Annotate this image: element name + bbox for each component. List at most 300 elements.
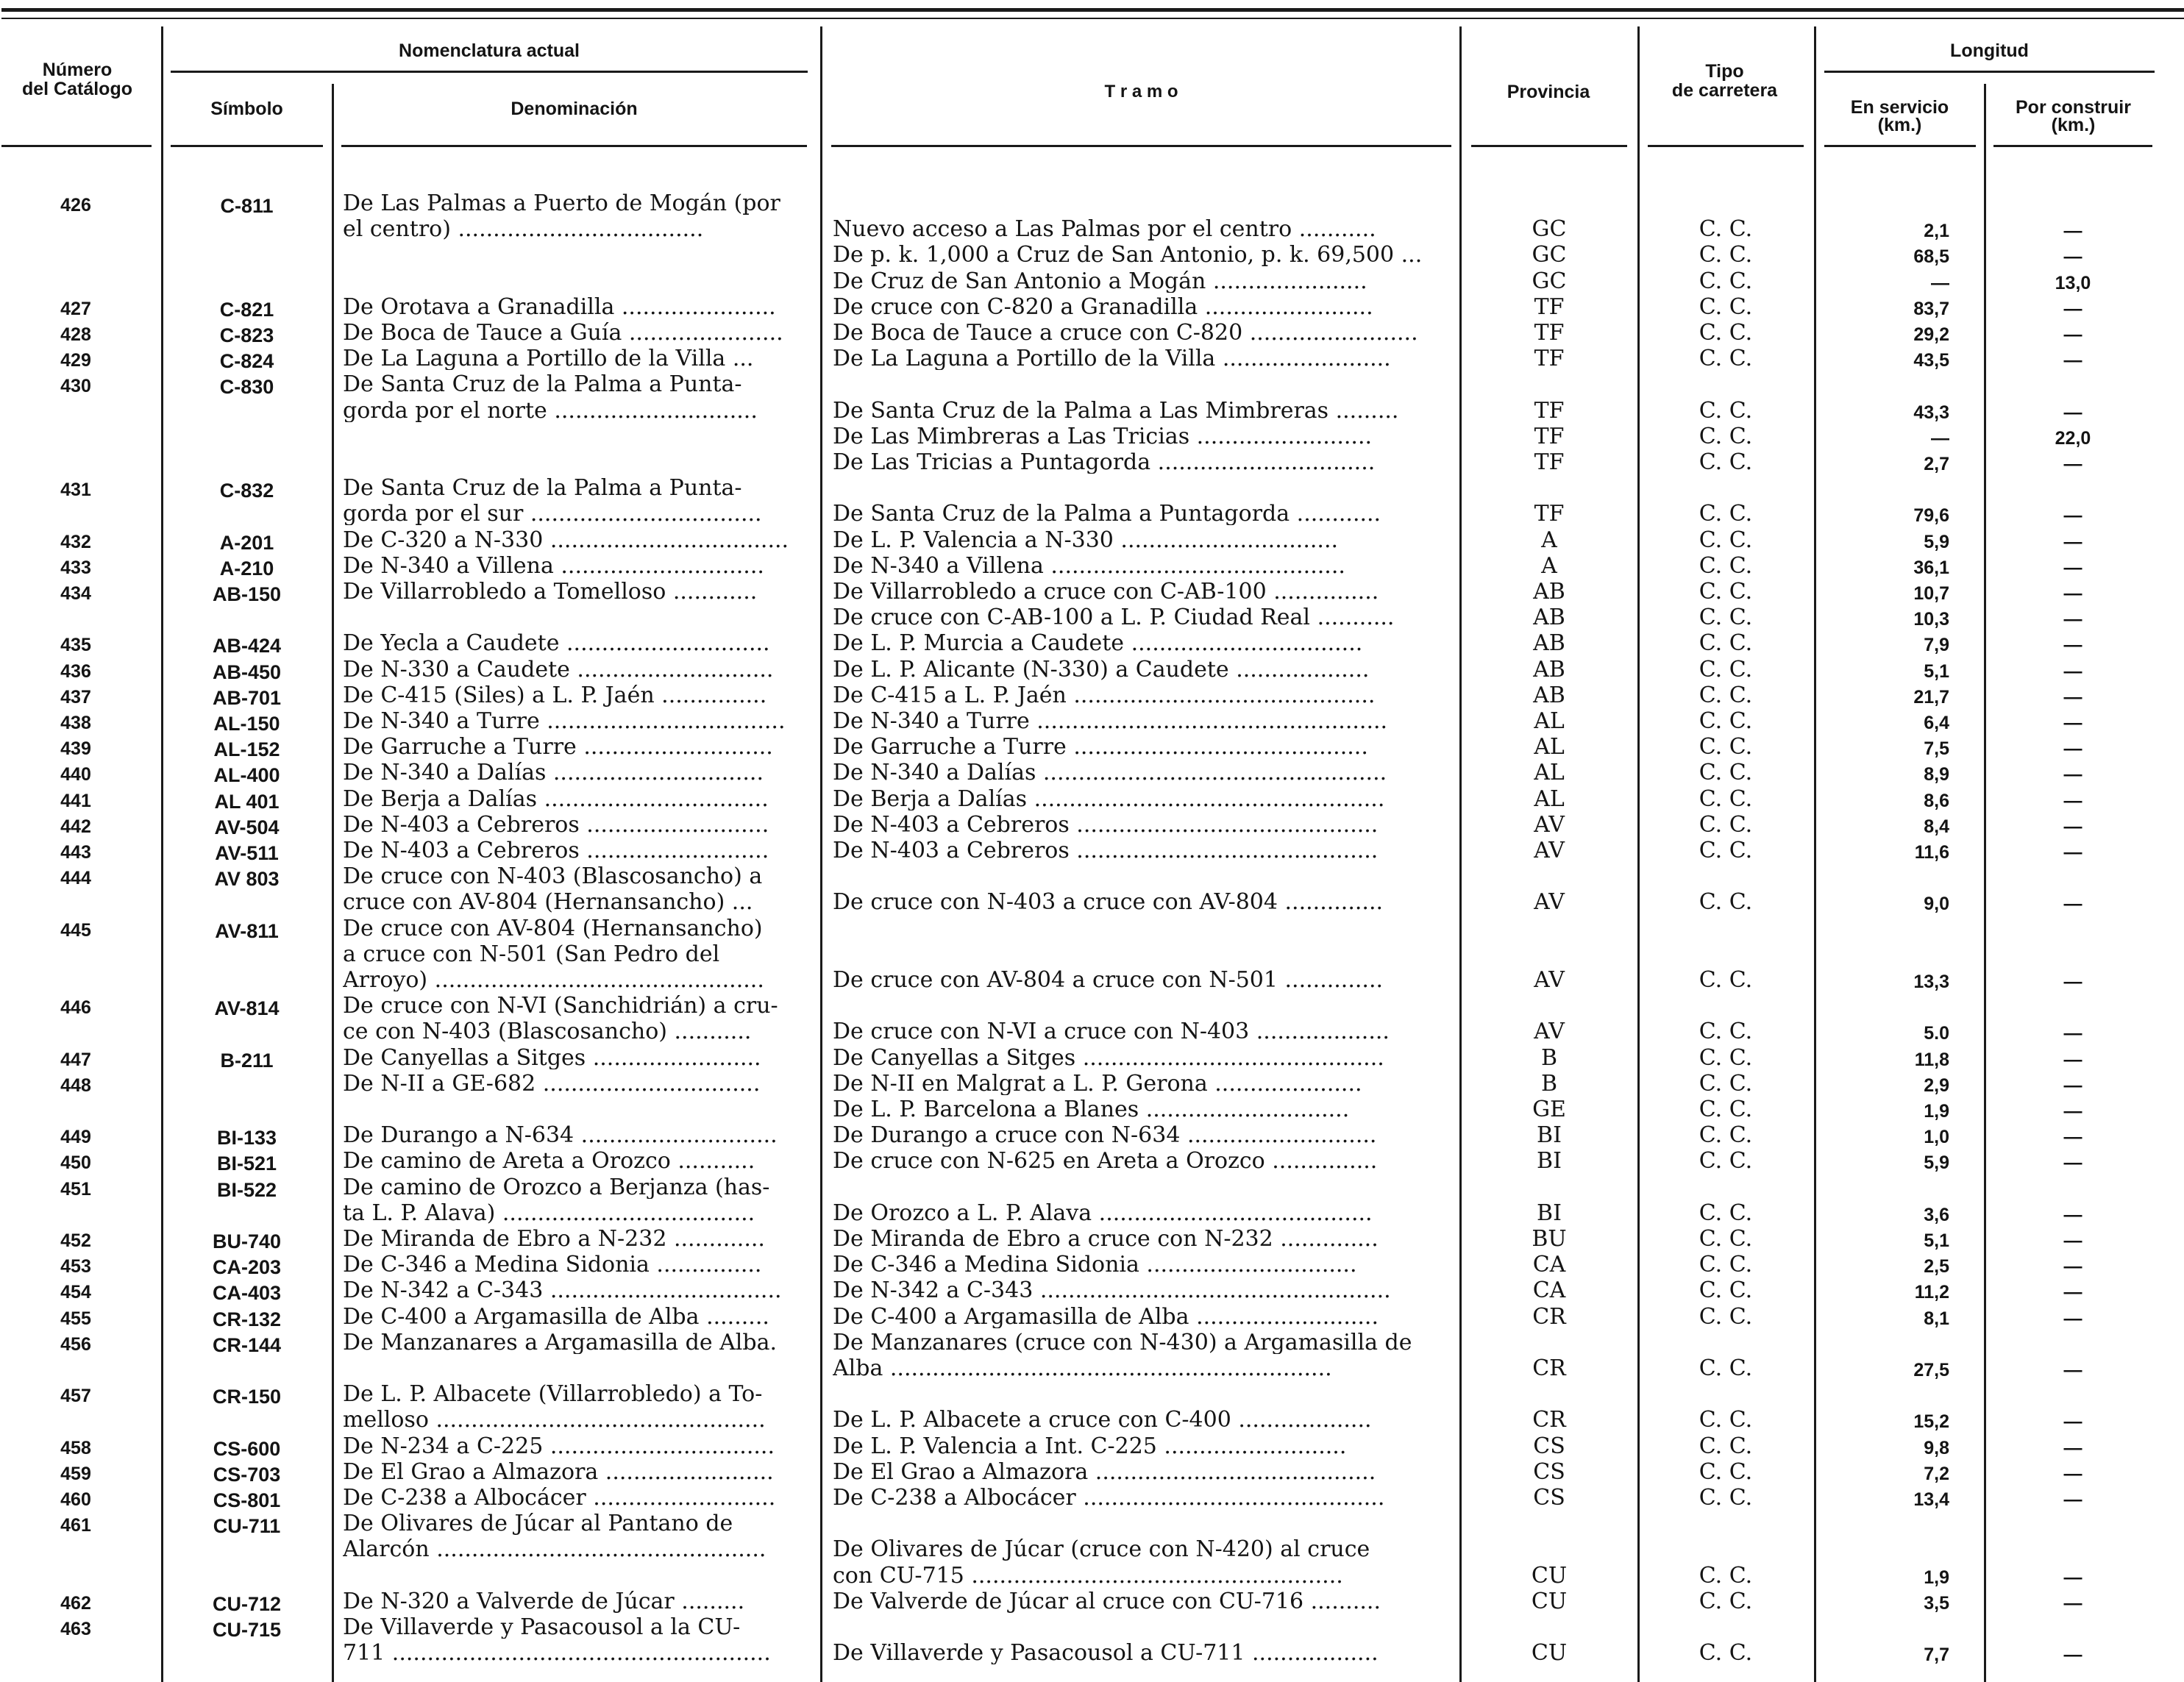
km-to-build: — — [2063, 222, 2082, 240]
road-type: C. C. — [1699, 581, 1753, 603]
province: AB — [1533, 659, 1565, 681]
catalog-number: 460 — [60, 1491, 91, 1509]
km-to-build: — — [2063, 766, 2082, 784]
km-to-build: — — [2063, 1258, 2082, 1276]
km-to-build: — — [2063, 740, 2082, 758]
km-in-service: — — [1931, 274, 1949, 293]
catalog-number: 439 — [60, 740, 91, 758]
km-to-build: — — [2063, 1439, 2082, 1458]
province: CU — [1531, 1642, 1568, 1664]
road-denomination: melloso ............................................... — [343, 1409, 766, 1431]
km-in-service: 11,2 — [1914, 1283, 1949, 1302]
road-denomination: De Santa Cruz de la Palma a Punta- — [343, 477, 742, 499]
header-en-servicio: En servicio (km.) — [1850, 97, 1949, 135]
road-symbol: AV-811 — [215, 922, 279, 941]
province: TF — [1534, 452, 1565, 474]
road-type: C. C. — [1699, 555, 1753, 577]
province: AV — [1534, 891, 1565, 913]
province: AL — [1534, 736, 1565, 758]
road-denomination: gorda por el sur ................................. — [343, 503, 762, 525]
catalog-number: 438 — [60, 714, 91, 733]
road-denomination: Alarcón ............................................... — [343, 1539, 766, 1561]
km-to-build: — — [2063, 533, 2082, 552]
km-in-service: 10,3 — [1913, 610, 1949, 629]
road-section: De El Grao a Almazora ........................................ — [833, 1461, 1376, 1483]
km-in-service: 8,6 — [1924, 792, 1949, 810]
road-type: C. C. — [1699, 1202, 1753, 1225]
road-symbol: AL-152 — [213, 740, 280, 760]
road-type: C. C. — [1699, 1487, 1753, 1509]
road-section: De L. P. Alicante (N-330) a Caudete ................... — [833, 659, 1370, 681]
province: CA — [1532, 1254, 1566, 1276]
catalog-number: 451 — [60, 1180, 91, 1199]
km-to-build: — — [2063, 326, 2082, 344]
road-section: De Las Tricias a Puntagorda ............................... — [833, 452, 1376, 474]
province: TF — [1534, 426, 1565, 448]
road-symbol: CR-132 — [212, 1310, 282, 1330]
road-symbol: CU-712 — [212, 1594, 282, 1614]
road-denomination: De cruce con N-VI (Sanchidrián) a cru- — [343, 995, 778, 1017]
road-denomination: De Miranda de Ebro a N-232 ............. — [343, 1228, 765, 1250]
catalog-number: 426 — [60, 196, 91, 215]
km-to-build: — — [2063, 352, 2082, 370]
road-type: C. C. — [1699, 218, 1753, 240]
road-type: C. C. — [1699, 400, 1753, 422]
road-section: De Miranda de Ebro a cruce con N-232 .............. — [833, 1228, 1379, 1250]
road-type: C. C. — [1699, 296, 1753, 318]
km-in-service: 27,5 — [1913, 1361, 1949, 1380]
road-section: De N-340 a Dalías ................................................. — [833, 762, 1387, 784]
km-to-build: — — [2063, 1310, 2082, 1328]
col-divider — [332, 84, 334, 1682]
road-symbol: AL-150 — [213, 714, 280, 734]
province: BI — [1537, 1202, 1562, 1225]
header-bottom-rule — [1824, 145, 1976, 147]
road-denomination: De Villaverde y Pasacousol a la CU- — [343, 1617, 741, 1639]
road-section: Nuevo acceso a Las Palmas por el centro ........... — [833, 218, 1376, 240]
catalog-number: 437 — [60, 688, 91, 707]
catalog-number: 453 — [60, 1258, 91, 1276]
province: TF — [1534, 322, 1565, 344]
road-denomination: De El Grao a Almazora ........................ — [343, 1461, 774, 1483]
km-in-service: 1,0 — [1924, 1128, 1949, 1147]
catalog-number: 463 — [60, 1620, 91, 1639]
road-denomination: De Manzanares a Argamasilla de Alba. — [343, 1332, 778, 1354]
km-in-service: 2,7 — [1924, 455, 1949, 474]
road-symbol: CS-703 — [213, 1465, 281, 1485]
road-section: De C-238 a Albocácer ........................................... — [833, 1487, 1385, 1509]
road-type: C. C. — [1699, 1150, 1753, 1172]
catalog-number: 449 — [60, 1128, 91, 1147]
km-to-build: — — [2063, 895, 2082, 913]
province: AV — [1534, 814, 1565, 836]
road-symbol: CR-150 — [212, 1387, 282, 1407]
province: TF — [1534, 400, 1565, 422]
km-to-build: — — [2063, 1206, 2082, 1225]
header-bottom-rule — [831, 145, 1451, 147]
km-to-build: — — [2063, 1154, 2082, 1172]
road-symbol: AL-400 — [213, 766, 280, 785]
km-to-build: — — [2063, 248, 2082, 266]
header-provincia: Provincia — [1507, 82, 1590, 102]
km-in-service: 9,8 — [1924, 1439, 1949, 1458]
road-section: De C-415 a L. P. Jaén ........................................... — [833, 685, 1376, 707]
road-denomination: De C-415 (Siles) a L. P. Jaén ............... — [343, 685, 767, 707]
road-section: De Olivares de Júcar (cruce con N-420) al cruce — [833, 1539, 1370, 1561]
km-in-service: 5,1 — [1924, 663, 1949, 681]
km-to-build: — — [2063, 973, 2082, 991]
road-symbol: C-811 — [220, 196, 274, 216]
road-symbol: BI-133 — [216, 1128, 277, 1148]
catalog-number: 454 — [60, 1283, 91, 1302]
road-symbol: AV-511 — [215, 844, 279, 863]
header-nomenclatura: Nomenclatura actual — [399, 40, 580, 61]
km-in-service: 3,5 — [1924, 1594, 1949, 1613]
road-type: C. C. — [1699, 762, 1753, 784]
catalog-number: 459 — [60, 1465, 91, 1483]
road-symbol: AB-150 — [212, 585, 282, 605]
km-to-build: — — [2063, 1128, 2082, 1147]
road-section: De cruce con C-AB-100 a L. P. Ciudad Real ........... — [833, 607, 1395, 629]
catalog-number: 434 — [60, 585, 91, 603]
road-symbol: C-823 — [219, 326, 274, 346]
road-type: C. C. — [1699, 1565, 1753, 1587]
road-denomination: De Santa Cruz de la Palma a Punta- — [343, 374, 742, 396]
road-type: C. C. — [1699, 736, 1753, 758]
km-in-service: 13,3 — [1913, 973, 1949, 991]
km-in-service: 5,9 — [1924, 1154, 1949, 1172]
road-section: De L. P. Albacete a cruce con C-400 ................... — [833, 1409, 1372, 1431]
catalog-number: 457 — [60, 1387, 91, 1405]
km-to-build: — — [2063, 1594, 2082, 1613]
province: GC — [1532, 244, 1567, 266]
km-to-build: — — [2063, 1465, 2082, 1483]
km-to-build: — — [2063, 1024, 2082, 1043]
catalog-number: 455 — [60, 1310, 91, 1328]
km-to-build: — — [2063, 844, 2082, 862]
km-in-service: 5,9 — [1924, 533, 1949, 552]
road-denomination: De Berja a Dalías ................................ — [343, 788, 769, 810]
km-in-service: 9,0 — [1924, 895, 1949, 913]
road-symbol: AV-504 — [214, 818, 280, 838]
km-to-build: — — [2063, 1102, 2082, 1121]
road-symbol: AL 401 — [214, 792, 280, 812]
province: B — [1540, 1073, 1558, 1095]
km-in-service: 1,9 — [1924, 1102, 1949, 1121]
road-section: De Santa Cruz de la Palma a Las Mimbreras ......... — [833, 400, 1399, 422]
road-type: C. C. — [1699, 244, 1753, 266]
road-denomination: ta L. P. Alava) .................................... — [343, 1202, 755, 1225]
header-bottom-rule — [1471, 145, 1627, 147]
top-rule-thick — [1, 8, 2184, 12]
km-in-service: 11,6 — [1914, 844, 1949, 862]
road-section: De cruce con C-820 a Granadilla ........................ — [833, 296, 1373, 318]
province: AL — [1534, 788, 1565, 810]
road-section: De L. P. Barcelona a Blanes ............................. — [833, 1099, 1350, 1121]
km-in-service: 5.0 — [1924, 1024, 1949, 1043]
road-denomination: De Las Palmas a Puerto de Mogán (por — [343, 193, 780, 215]
road-type: C. C. — [1699, 969, 1753, 991]
km-to-build: — — [2063, 663, 2082, 681]
province: AV — [1534, 1021, 1565, 1043]
road-section: De Manzanares (cruce con N-430) a Argamasilla de — [833, 1332, 1412, 1354]
road-denomination: De Boca de Tauce a Guía ...................... — [343, 322, 783, 344]
road-type: C. C. — [1699, 348, 1753, 370]
road-denomination: De N-320 a Valverde de Júcar ......... — [343, 1591, 745, 1613]
catalog-number: 458 — [60, 1439, 91, 1458]
road-denomination: De Orotava a Granadilla ...................... — [343, 296, 776, 318]
km-in-service: 29,2 — [1913, 326, 1949, 344]
catalog-number: 445 — [60, 922, 91, 940]
km-in-service: 36,1 — [1913, 559, 1949, 577]
road-denomination: cruce con AV-804 (Hernansancho) ... — [343, 891, 753, 913]
road-denomination: De N-403 a Cebreros .......................... — [343, 814, 769, 836]
header-bottom-rule — [341, 145, 807, 147]
province: AV — [1534, 840, 1565, 862]
km-to-build: — — [2063, 1491, 2082, 1509]
top-rule-thin — [1, 18, 2184, 19]
km-in-service: 8,4 — [1924, 818, 1949, 836]
road-denomination: De La Laguna a Portillo de la Villa ... — [343, 348, 754, 370]
km-in-service: 8,9 — [1924, 766, 1949, 784]
catalog-number: 441 — [60, 792, 91, 810]
province: AB — [1533, 581, 1565, 603]
catalog-number: 433 — [60, 559, 91, 577]
road-denomination: De C-400 a Argamasilla de Alba ......... — [343, 1306, 769, 1328]
km-in-service: 13,4 — [1913, 1491, 1949, 1509]
col-divider — [161, 26, 163, 1682]
province: GC — [1532, 218, 1567, 240]
road-symbol: C-824 — [219, 352, 274, 371]
catalog-number: 430 — [60, 377, 91, 396]
road-type: C. C. — [1699, 1099, 1753, 1121]
road-symbol: A-201 — [219, 533, 274, 553]
province: BI — [1537, 1125, 1562, 1147]
province: CR — [1532, 1409, 1566, 1431]
road-denomination: De Villarrobledo a Tomelloso ............ — [343, 581, 758, 603]
road-type: C. C. — [1699, 1642, 1753, 1664]
road-type: C. C. — [1699, 1306, 1753, 1328]
km-in-service: — — [1931, 430, 1949, 448]
km-to-build: — — [2063, 585, 2082, 603]
province: CR — [1532, 1358, 1566, 1380]
road-denomination: De Canyellas a Sitges ........................ — [343, 1047, 761, 1069]
km-to-build: — — [2063, 1077, 2082, 1095]
road-denomination: De cruce con N-403 (Blascosancho) a — [343, 866, 763, 888]
road-denomination: gorda por el norte ............................. — [343, 400, 758, 422]
road-type: C. C. — [1699, 814, 1753, 836]
road-type: C. C. — [1699, 1358, 1753, 1380]
road-type: C. C. — [1699, 632, 1753, 655]
province: TF — [1534, 296, 1565, 318]
catalog-number: 428 — [60, 326, 91, 344]
province: BI — [1537, 1150, 1562, 1172]
road-section: De L. P. Valencia a Int. C-225 .......................... — [833, 1436, 1347, 1458]
road-section: De N-340 a Turre .................................................. — [833, 710, 1388, 733]
km-in-service: 1,9 — [1924, 1569, 1949, 1587]
road-section: De Canyellas a Sitges ........................................... — [833, 1047, 1384, 1069]
km-in-service: 3,6 — [1924, 1206, 1949, 1225]
road-type: C. C. — [1699, 322, 1753, 344]
km-to-build: — — [2063, 1569, 2082, 1587]
road-section: De Boca de Tauce a cruce con C-820 ........................ — [833, 322, 1418, 344]
road-type: C. C. — [1699, 607, 1753, 629]
province: GE — [1532, 1099, 1566, 1121]
road-denomination: De Olivares de Júcar al Pantano de — [343, 1513, 733, 1535]
province: AB — [1533, 607, 1565, 629]
road-denomination: De N-340 a Villena ............................. — [343, 555, 764, 577]
road-type: C. C. — [1699, 1228, 1753, 1250]
km-in-service: 7,5 — [1924, 740, 1949, 758]
province: CA — [1532, 1280, 1566, 1302]
catalog-number: 461 — [60, 1517, 91, 1535]
road-type: C. C. — [1699, 891, 1753, 913]
km-to-build: — — [2063, 1646, 2082, 1664]
province: CR — [1532, 1306, 1566, 1328]
km-in-service: 68,5 — [1913, 248, 1949, 266]
km-to-build: — — [2063, 818, 2082, 836]
catalog-number: 436 — [60, 663, 91, 681]
road-section: De cruce con N-625 en Areta a Orozco ............... — [833, 1150, 1378, 1172]
road-symbol: CA-403 — [212, 1283, 282, 1303]
road-symbol: AB-701 — [212, 688, 282, 708]
km-in-service: 2,5 — [1924, 1258, 1949, 1276]
km-in-service: 10,7 — [1913, 585, 1949, 603]
road-section: Alba ............................................................... — [833, 1358, 1332, 1380]
header-por-construir: Por construir (km.) — [2016, 97, 2131, 135]
road-symbol: AV 803 — [214, 869, 280, 889]
km-to-build: — — [2063, 610, 2082, 629]
province: AL — [1534, 762, 1565, 784]
province: A — [1541, 530, 1557, 552]
road-symbol: C-821 — [219, 300, 274, 320]
road-denomination: De Durango a N-634 ............................ — [343, 1125, 778, 1147]
road-denomination: De C-346 a Medina Sidonia ............... — [343, 1254, 762, 1276]
header-numero: Número del Catálogo — [21, 60, 132, 100]
road-section: De Durango a cruce con N-634 ........................... — [833, 1125, 1377, 1147]
road-type: C. C. — [1699, 426, 1753, 448]
road-type: C. C. — [1699, 1047, 1753, 1069]
road-denomination: De camino de Areta a Orozco ........... — [343, 1150, 755, 1172]
catalog-number: 446 — [60, 999, 91, 1017]
road-denomination: De Yecla a Caudete ............................. — [343, 632, 770, 655]
province: CU — [1531, 1565, 1568, 1587]
province: AV — [1534, 969, 1565, 991]
province: A — [1541, 555, 1557, 577]
road-denomination: a cruce con N-501 (San Pedro del — [343, 944, 720, 966]
road-symbol: A-210 — [219, 559, 274, 579]
road-denomination: De N-330 a Caudete ............................ — [343, 659, 774, 681]
road-section: De Santa Cruz de la Palma a Puntagorda ............ — [833, 503, 1381, 525]
road-symbol: CA-203 — [212, 1258, 282, 1277]
road-denomination: De N-342 a C-343 ................................. — [343, 1280, 782, 1302]
road-type: C. C. — [1699, 1073, 1753, 1095]
km-to-build: — — [2063, 792, 2082, 810]
catalog-number: 432 — [60, 533, 91, 552]
road-type: C. C. — [1699, 452, 1753, 474]
catalog-number: 443 — [60, 844, 91, 862]
header-simbolo: Símbolo — [210, 99, 283, 119]
road-symbol: CU-715 — [212, 1620, 282, 1640]
road-section: De Orozco a L. P. Alava ....................................... — [833, 1202, 1373, 1225]
province: CU — [1531, 1591, 1568, 1613]
province: CS — [1533, 1436, 1565, 1458]
road-section: De Garruche a Turre .......................................... — [833, 736, 1368, 758]
road-denomination: De cruce con AV-804 (Hernansancho) — [343, 918, 763, 940]
province: CS — [1533, 1461, 1565, 1483]
province: B — [1540, 1047, 1558, 1069]
road-type: C. C. — [1699, 788, 1753, 810]
km-to-build: — — [2063, 636, 2082, 655]
province: BU — [1532, 1228, 1567, 1250]
km-to-build: — — [2063, 507, 2082, 525]
road-symbol: BU-740 — [212, 1232, 282, 1252]
road-section: De cruce con AV-804 a cruce con N-501 .............. — [833, 969, 1384, 991]
road-denomination: De N-403 a Cebreros .......................... — [343, 840, 769, 862]
road-symbol: CR-144 — [212, 1336, 282, 1355]
road-type: C. C. — [1699, 1021, 1753, 1043]
road-symbol: AV-814 — [214, 999, 280, 1019]
catalog-number: 440 — [60, 766, 91, 784]
km-in-service: 21,7 — [1913, 688, 1949, 707]
road-type: C. C. — [1699, 1409, 1753, 1431]
road-symbol: B-211 — [220, 1051, 274, 1071]
province: AL — [1534, 710, 1565, 733]
road-section: con CU-715 ..................................................... — [833, 1565, 1343, 1587]
road-section: De Berja a Dalías .................................................. — [833, 788, 1385, 810]
col-divider — [820, 26, 822, 1682]
road-symbol: CS-600 — [213, 1439, 281, 1459]
road-symbol: AB-450 — [212, 663, 282, 683]
road-symbol: AB-424 — [212, 636, 282, 656]
road-type: C. C. — [1699, 1125, 1753, 1147]
road-section: De La Laguna a Portillo de la Villa ........................ — [833, 348, 1391, 370]
km-to-build: — — [2063, 300, 2082, 318]
km-in-service: 2,9 — [1924, 1077, 1949, 1095]
header-tipo: Tipo de carretera — [1671, 61, 1778, 101]
header-bottom-rule — [171, 145, 323, 147]
province: AB — [1533, 685, 1565, 707]
km-to-build: — — [2063, 688, 2082, 707]
catalog-number: 456 — [60, 1336, 91, 1354]
road-section: De N-342 a C-343 .................................................. — [833, 1280, 1391, 1302]
road-section: De Villarrobledo a cruce con C-AB-100 ............... — [833, 581, 1379, 603]
road-section: De cruce con N-403 a cruce con AV-804 .............. — [833, 891, 1384, 913]
road-type: C. C. — [1699, 503, 1753, 525]
road-section: De L. P. Valencia a N-330 ............................... — [833, 530, 1339, 552]
road-denomination: De C-320 a N-330 .................................. — [343, 530, 789, 552]
header-bottom-rule — [1648, 145, 1804, 147]
catalog-number: 442 — [60, 818, 91, 836]
road-section: De Valverde de Júcar al cruce con CU-716 .......... — [833, 1591, 1381, 1613]
km-in-service: 2,1 — [1924, 222, 1949, 240]
road-type: C. C. — [1699, 271, 1753, 293]
header-denominacion: Denominación — [511, 99, 638, 119]
road-section: De N-II en Malgrat a L. P. Gerona ..................... — [833, 1073, 1362, 1095]
catalog-number: 447 — [60, 1051, 91, 1069]
road-section: De C-400 a Argamasilla de Alba .......................... — [833, 1306, 1379, 1328]
province: AB — [1533, 632, 1565, 655]
road-type: C. C. — [1699, 710, 1753, 733]
col-divider — [1984, 84, 1986, 1682]
longitud-underline — [1824, 71, 2155, 73]
road-type: C. C. — [1699, 1254, 1753, 1276]
catalog-number: 450 — [60, 1154, 91, 1172]
km-in-service: 8,1 — [1924, 1310, 1949, 1328]
road-section: De Villaverde y Pasacousol a CU-711 .................. — [833, 1642, 1379, 1664]
road-type: C. C. — [1699, 530, 1753, 552]
km-in-service: 79,6 — [1913, 507, 1949, 525]
